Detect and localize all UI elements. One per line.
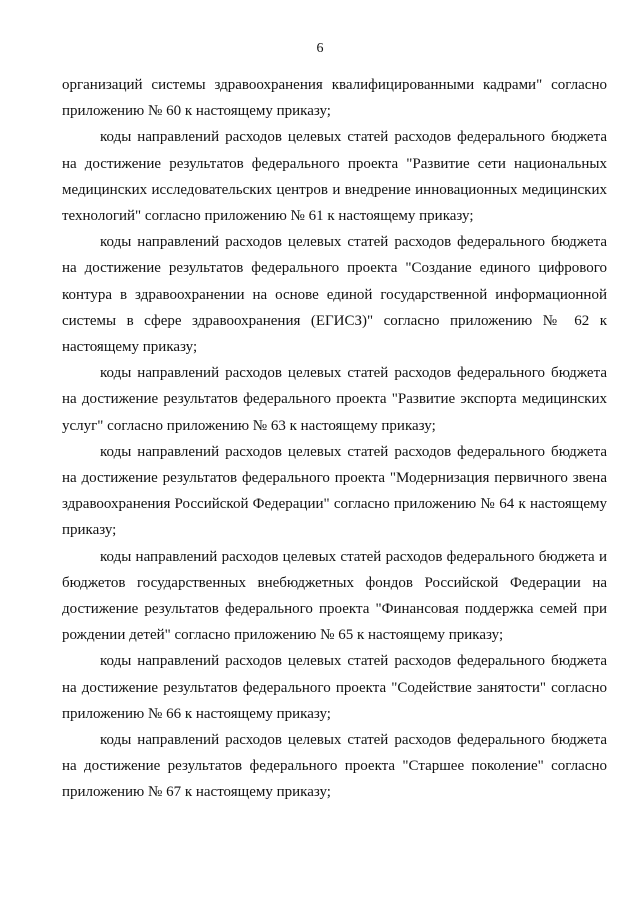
paragraph-continuation: организаций системы здравоохранения квалифицированными кадрами" согласно приложению № 60 к настоящему приказу; <box>62 77 607 120</box>
document-body <box>62 72 607 806</box>
paragraph: коды направлений расходов целевых статей расходов федерального бюджета на достижение результатов федерального проекта "Развитие сети национальных медицинских исследовательских центров и внедрение инновационных медицинских технологий" согласно приложению № 61 к настоящему приказу; <box>62 129 607 225</box>
page-number: 6 <box>316 41 324 56</box>
paragraph: коды направлений расходов целевых статей расходов федерального бюджета на достижение результатов федерального проекта "Содействие занятости" согласно приложению № 66 к настоящему приказу; <box>62 653 607 722</box>
paragraph: коды направлений расходов целевых статей расходов федерального бюджета на достижение результатов федерального проекта "Старшее поколение" согласно приложению № 67 к настоящему приказу; <box>62 732 607 801</box>
paragraph: коды направлений расходов целевых статей расходов федерального бюджета на достижение результатов федерального проекта "Модернизация первичного звена здравоохранения Российской Федерации" согласно приложению № 64 к настоящему приказу; <box>62 443 607 539</box>
paragraph: коды направлений расходов целевых статей расходов федерального бюджета на достижение результатов федерального проекта "Создание единого цифрового контура в здравоохранении на основе единой государственной информационной системы в сфере здравоохранения (ЕГИСЗ)" согласно приложению № 62 к настоящему приказу; <box>62 234 607 356</box>
paragraph: коды направлений расходов целевых статей расходов федерального бюджета и бюджетов государственных внебюджетных фондов Российской Федерации на достижение результатов федерального проекта "Финансовая поддержка семей при рождении детей" согласно приложению № 65 к настоящему приказу; <box>62 548 607 644</box>
paragraph: коды направлений расходов целевых статей расходов федерального бюджета на достижение результатов федерального проекта "Развитие экспорта медицинских услуг" согласно приложению № 63 к настоящему приказу; <box>62 365 607 434</box>
